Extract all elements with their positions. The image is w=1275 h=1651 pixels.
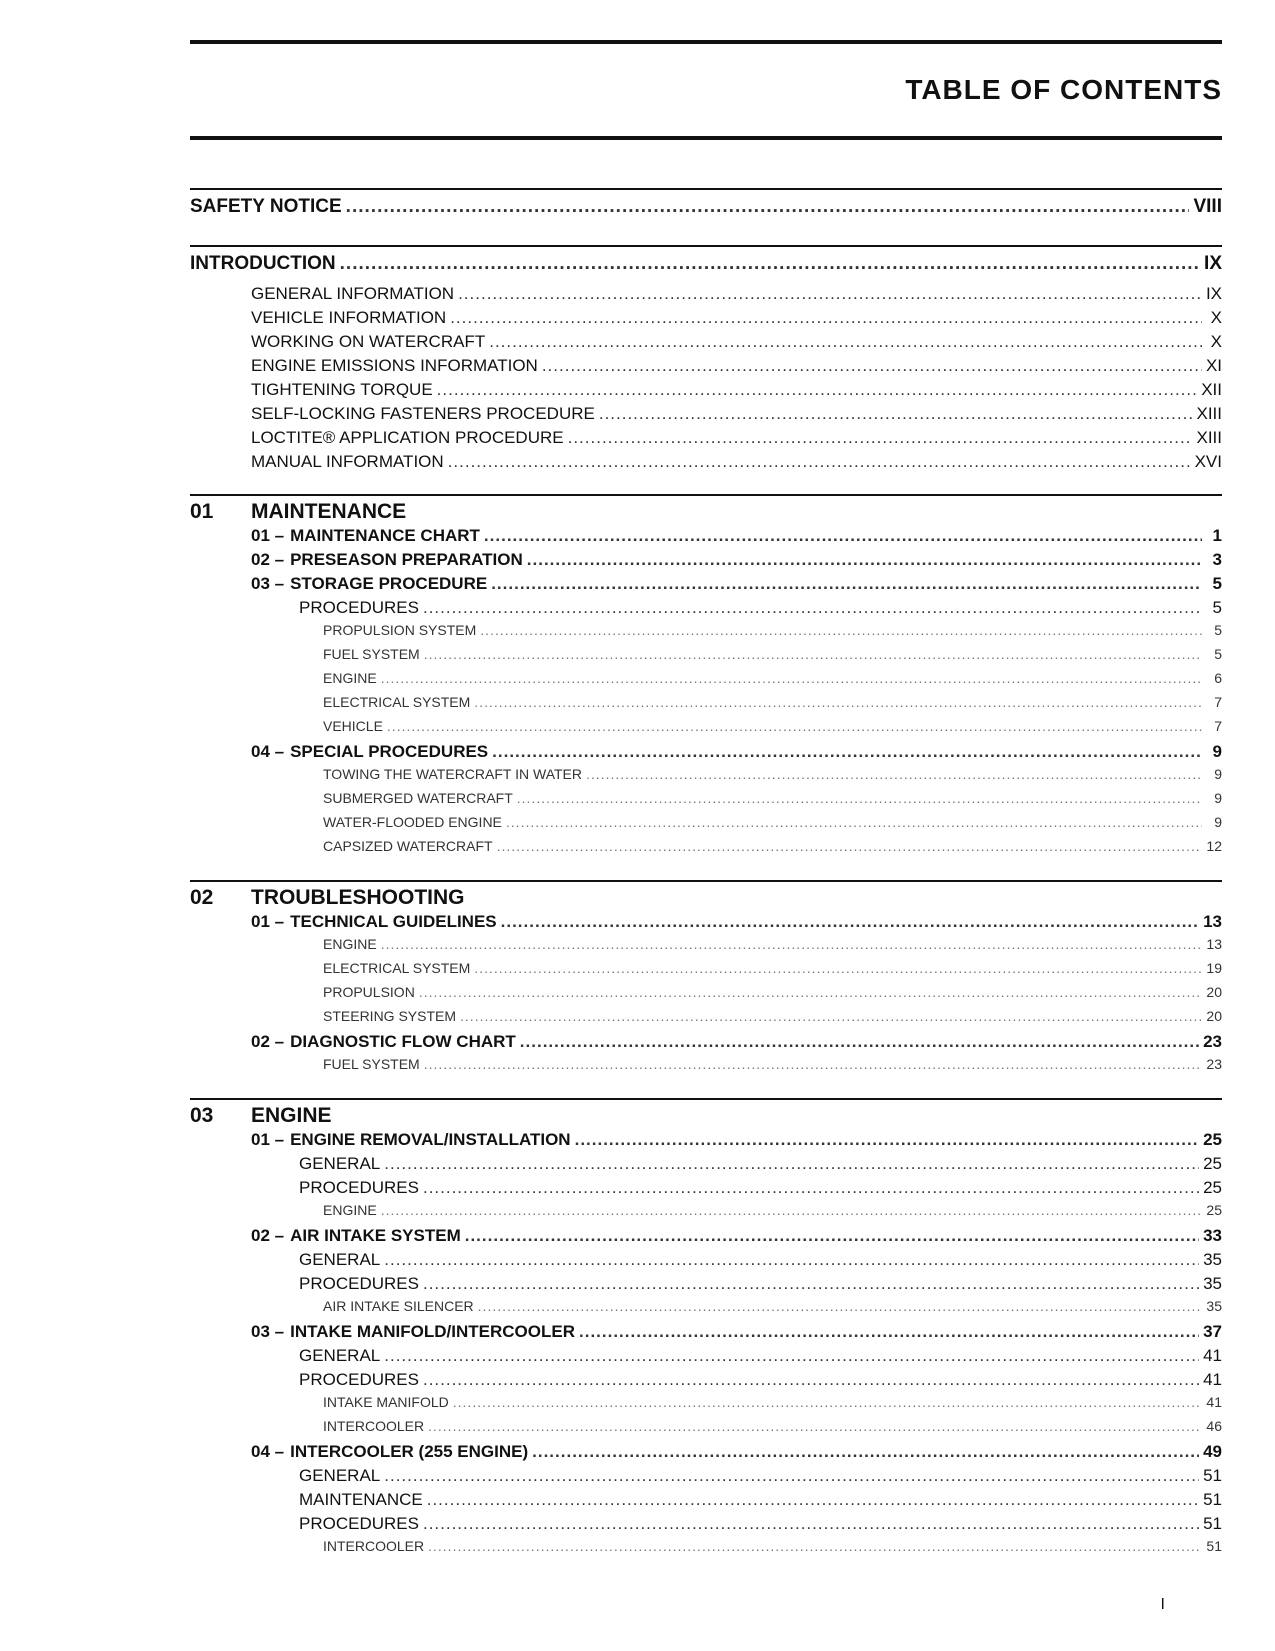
entry-page: 1 [1212,526,1222,545]
dot-leader [575,1130,1199,1150]
entry-page: 25 [1203,1154,1222,1173]
toc-entry[interactable] [190,1274,1222,1298]
toc-entry[interactable] [190,984,1222,1008]
entry-label: FUEL SYSTEM [323,646,420,662]
entry-page: IX [1205,284,1222,303]
dot-leader [478,1298,1202,1314]
entry-label: PROCEDURES [299,1514,419,1533]
dot-leader [532,1442,1199,1462]
toc-entry[interactable] [190,1154,1222,1178]
entry-page: 46 [1206,1418,1222,1434]
entry-label: VEHICLE INFORMATION [251,308,447,327]
entry-label: PROCEDURES [299,598,419,617]
entry-label: PROCEDURES [299,1274,419,1293]
entry-label: GENERAL [299,1154,381,1173]
entry-page: 6 [1214,670,1222,686]
entry-label: ENGINE [323,936,377,952]
dot-leader [423,598,1202,618]
entry-page: 20 [1206,1008,1222,1024]
entry-label: AIR INTAKE SYSTEM [290,1226,461,1245]
dot-leader [448,452,1191,472]
entry-label: GENERAL [299,1346,381,1365]
dot-leader [381,670,1202,686]
toc-chapter-entry[interactable] [190,1442,1222,1466]
dot-leader [424,646,1202,662]
entry-page: 9 [1212,742,1222,761]
section-number: 01 [190,500,214,523]
chapter-number: 02 – [251,1226,285,1245]
entry-label: DIAGNOSTIC FLOW CHART [290,1032,516,1051]
toc-entry[interactable] [190,766,1222,790]
section-heading[interactable] [190,882,1222,912]
dot-leader [424,1056,1202,1072]
toc-entry[interactable] [190,670,1222,694]
section-title: MAINTENANCE [251,500,407,523]
toc-chapter-entry[interactable] [190,1322,1222,1346]
entry-label: GENERAL INFORMATION [251,284,455,303]
entry-page: 5 [1212,598,1222,617]
toc-chapter-entry[interactable] [190,742,1222,766]
toc-entry[interactable] [190,1250,1222,1274]
entry-page: 25 [1206,1202,1222,1218]
dot-leader [492,742,1202,762]
entry-page: X [1210,308,1222,327]
entry-page: 7 [1214,718,1222,734]
toc-entry[interactable] [190,790,1222,814]
entry-label: SUBMERGED WATERCRAFT [323,790,513,806]
dot-leader [474,694,1202,710]
entry-label: PROCEDURES [299,1370,419,1389]
entry-label: GENERAL [299,1250,381,1269]
entry-label: INTAKE MANIFOLD/INTERCOOLER [290,1322,575,1341]
entry-label: FUEL SYSTEM [323,1056,420,1072]
toc-entry-safety-notice[interactable] [190,190,1222,227]
toc-entry[interactable] [190,452,1222,476]
entry-label: PROCEDURES [299,1178,419,1197]
entry-label: WATER-FLOODED ENGINE [323,814,502,830]
entry-page: 51 [1206,1538,1222,1554]
dot-leader [520,1032,1199,1052]
entry-page: 9 [1214,814,1222,830]
dot-leader [489,332,1202,352]
toc-entry[interactable] [190,646,1222,670]
toc-entry[interactable] [190,1008,1222,1032]
dot-leader [517,790,1202,806]
toc-entry[interactable] [190,380,1222,404]
toc-chapter-entry[interactable] [190,1032,1222,1056]
entry-label: SAFETY NOTICE [190,196,342,217]
entry-page: 41 [1206,1394,1222,1410]
entry-label: ENGINE EMISSIONS INFORMATION [251,356,538,375]
dot-leader [506,814,1202,830]
entry-page: IX [1204,253,1222,274]
toc-entry[interactable] [190,838,1222,862]
entry-label: PROPULSION SYSTEM [323,622,477,638]
chapter-number: 03 – [251,574,285,593]
entry-page: XIII [1196,428,1222,447]
entry-page: 41 [1203,1346,1222,1365]
toc-entry[interactable] [190,284,1222,308]
chapter-number: 02 – [251,1032,285,1051]
dot-leader [381,1202,1202,1218]
toc-list [190,188,1222,1562]
section-title: ENGINE [251,1104,332,1127]
chapter-number: 01 – [251,1130,285,1149]
entry-page: 25 [1203,1130,1222,1149]
entry-page: 20 [1206,984,1222,1000]
dot-leader [460,1008,1202,1024]
dot-leader [480,622,1202,638]
entry-page: 13 [1206,936,1222,952]
entry-page: XIII [1196,404,1222,423]
entry-page: XII [1201,380,1222,399]
entry-page: 12 [1206,838,1222,854]
toc-chapter-entry[interactable] [190,1226,1222,1250]
dot-leader [491,574,1202,594]
chapter-number: 01 – [251,526,285,545]
entry-page: 9 [1214,790,1222,806]
dot-leader [527,550,1202,570]
dot-leader [586,766,1202,782]
entry-label: INTRODUCTION [190,253,336,274]
dot-leader [474,960,1202,976]
entry-page: 51 [1203,1466,1222,1485]
entry-label: INTERCOOLER [323,1538,425,1554]
toc-entry[interactable] [190,1490,1222,1514]
chapter-number: 01 – [251,912,285,931]
entry-page: 35 [1203,1274,1222,1293]
toc-chapter-entry[interactable] [190,574,1222,598]
chapter-number: 04 – [251,742,285,761]
entry-page: 5 [1212,574,1222,593]
entry-page: VIII [1193,196,1222,217]
toc-entry[interactable] [190,1418,1222,1442]
dot-leader [484,526,1202,546]
entry-label: MAINTENANCE [299,1490,423,1509]
toc-entry[interactable] [190,936,1222,960]
entry-label: STORAGE PROCEDURE [290,574,488,593]
chapter-number: 03 – [251,1322,285,1341]
dot-leader [428,1418,1202,1434]
entry-label: WORKING ON WATERCRAFT [251,332,486,351]
entry-label: TIGHTENING TORQUE [251,380,433,399]
entry-label: SPECIAL PROCEDURES [290,742,489,761]
entry-page: 3 [1212,550,1222,569]
entry-page: 41 [1203,1370,1222,1389]
dot-leader [458,284,1202,304]
dot-leader [340,253,1200,275]
toc-entry[interactable] [190,598,1222,622]
toc-entry[interactable] [190,1370,1222,1394]
entry-page: 37 [1203,1322,1222,1341]
entry-label: ENGINE [323,1202,377,1218]
toc-entry[interactable] [190,404,1222,428]
toc-chapter-entry[interactable] [190,912,1222,936]
entry-label: PROPULSION [323,984,415,1000]
dot-leader [450,308,1202,328]
entry-page: XVI [1194,452,1222,471]
toc-entry[interactable] [190,428,1222,452]
chapter-number: 04 – [251,1442,285,1461]
entry-label: INTERCOOLER [323,1418,425,1434]
page-number: I [1160,1596,1165,1613]
section-heading[interactable] [190,1100,1222,1130]
dot-leader [465,1226,1199,1246]
toc-entry[interactable] [190,1202,1222,1226]
entry-label: ENGINE REMOVAL/INSTALLATION [290,1130,571,1149]
section-number: 03 [190,1104,214,1127]
toc-entry-introduction[interactable] [190,247,1222,284]
entry-label: INTAKE MANIFOLD [323,1394,449,1410]
entry-page: 19 [1206,960,1222,976]
entry-label: ENGINE [323,670,377,686]
entry-label: PRESEASON PREPARATION [290,550,523,569]
entry-label: ELECTRICAL SYSTEM [323,694,471,710]
toc-chapter-entry[interactable] [190,1130,1222,1154]
dot-leader [599,404,1193,424]
entry-label: AIR INTAKE SILENCER [323,1298,474,1314]
entry-page: 23 [1206,1056,1222,1072]
title-rule [190,136,1222,140]
toc-entry[interactable] [190,1514,1222,1538]
entry-label: INTERCOOLER (255 ENGINE) [290,1442,529,1461]
entry-label: LOCTITE® APPLICATION PROCEDURE [251,428,564,447]
toc-entry[interactable] [190,814,1222,838]
dot-leader [428,1538,1202,1554]
dot-leader [384,1466,1199,1486]
entry-page: 35 [1206,1298,1222,1314]
entry-page: 7 [1214,694,1222,710]
entry-label: MANUAL INFORMATION [251,452,444,471]
entry-label: SELF-LOCKING FASTENERS PROCEDURE [251,404,595,423]
dot-leader [387,718,1202,734]
entry-label: MAINTENANCE CHART [290,526,480,545]
entry-label: VEHICLE [323,718,383,734]
dot-leader [427,1490,1199,1510]
entry-page: 5 [1214,646,1222,662]
dot-leader [381,936,1202,952]
toc-entry[interactable] [190,1298,1222,1322]
toc-entry[interactable] [190,960,1222,984]
entry-label: TECHNICAL GUIDELINES [290,912,497,931]
entry-label: TOWING THE WATERCRAFT IN WATER [323,766,582,782]
toc-entry[interactable] [190,1538,1222,1562]
dot-leader [437,380,1198,400]
page-title: TABLE OF CONTENTS [905,74,1222,105]
entry-page: 51 [1203,1514,1222,1533]
entry-page: 9 [1214,766,1222,782]
toc-entry[interactable] [190,1056,1222,1080]
toc-groups [190,476,1222,1562]
entry-label: ELECTRICAL SYSTEM [323,960,471,976]
toc-entry[interactable] [190,694,1222,718]
toc-entry[interactable] [190,308,1222,332]
dot-leader [384,1346,1199,1366]
toc-entry[interactable] [190,622,1222,646]
toc-entry[interactable] [190,1466,1222,1490]
dot-leader [423,1274,1199,1294]
dot-leader [419,984,1202,1000]
dot-leader [568,428,1193,448]
dot-leader [423,1178,1199,1198]
section-number: 02 [190,886,214,909]
entry-page: 23 [1203,1032,1222,1051]
toc-entry[interactable] [190,1346,1222,1370]
toc-entry[interactable] [190,1394,1222,1418]
toc-entry[interactable] [190,718,1222,742]
chapter-number: 02 – [251,550,285,569]
entry-label: CAPSIZED WATERCRAFT [323,838,493,854]
entry-page: 51 [1203,1490,1222,1509]
entry-page: 49 [1203,1442,1222,1461]
section-title: TROUBLESHOOTING [251,886,465,909]
entry-page: 35 [1203,1250,1222,1269]
toc-entry[interactable] [190,356,1222,380]
entry-label: GENERAL [299,1466,381,1485]
section-heading[interactable] [190,496,1222,526]
dot-leader [542,356,1202,376]
toc-chapter-entry[interactable] [190,526,1222,550]
entry-page: 25 [1203,1178,1222,1197]
dot-leader [579,1322,1199,1342]
toc-entry[interactable] [190,332,1222,356]
dot-leader [384,1154,1199,1174]
top-rule [190,40,1222,44]
entry-page: 33 [1203,1226,1222,1245]
toc-entry[interactable] [190,1178,1222,1202]
entry-page: 5 [1214,622,1222,638]
entry-page: X [1210,332,1222,351]
dot-leader [384,1250,1199,1270]
dot-leader [497,838,1202,854]
dot-leader [346,196,1190,218]
entry-label: STEERING SYSTEM [323,1008,457,1024]
toc-chapter-entry[interactable] [190,550,1222,574]
entry-page: XI [1205,356,1222,375]
dot-leader [453,1394,1202,1410]
dot-leader [501,912,1199,932]
entry-page: 13 [1203,912,1222,931]
intro-items [190,284,1222,476]
dot-leader [423,1514,1199,1534]
dot-leader [423,1370,1199,1390]
